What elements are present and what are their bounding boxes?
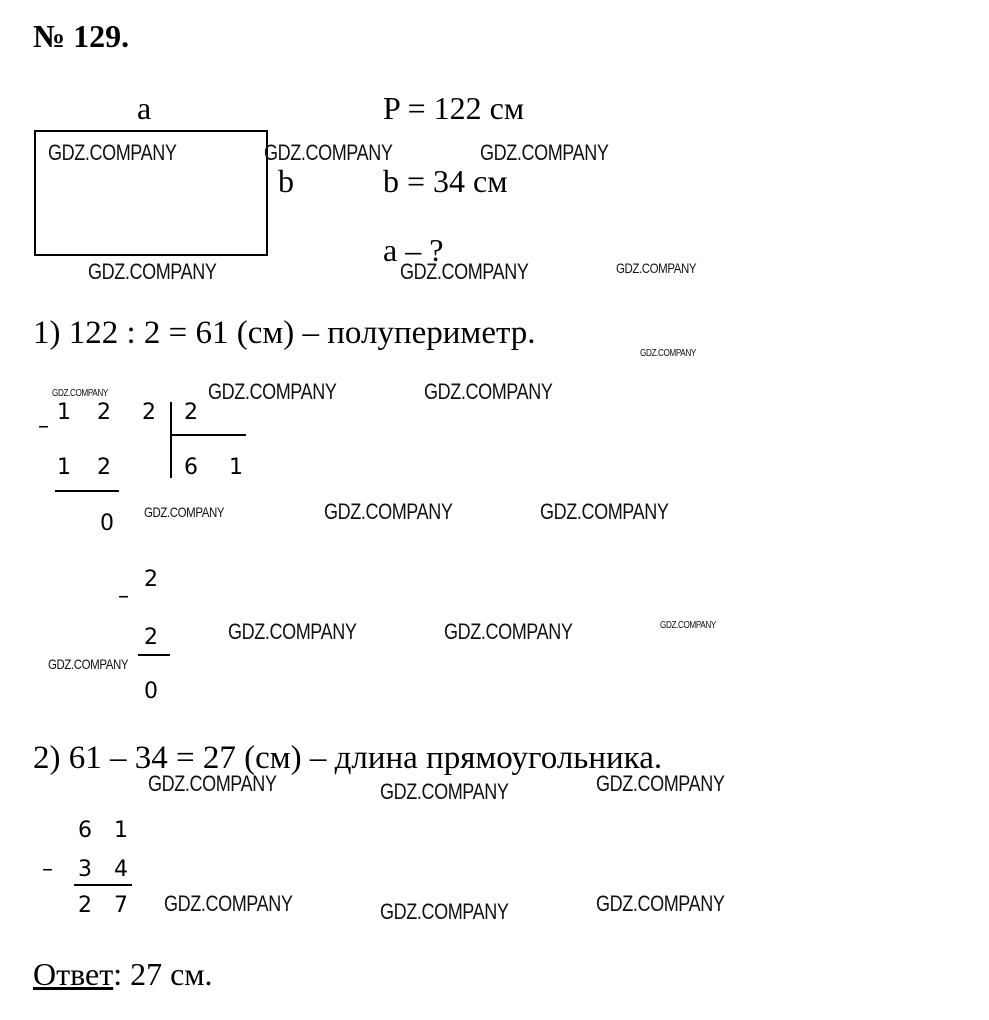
side-b-label: b xyxy=(278,163,294,199)
answer xyxy=(33,956,213,993)
given-side-b: b = 34 см xyxy=(383,163,508,199)
watermark: GDZ.COMPANY xyxy=(144,504,225,520)
subtrahend-digit-1: 3 xyxy=(78,857,92,882)
watermark: GDZ.COMPANY xyxy=(640,348,696,359)
subtract-digit-1: 1 xyxy=(57,455,71,480)
watermark: GDZ.COMPANY xyxy=(52,388,108,399)
watermark: GDZ.COMPANY xyxy=(596,771,725,796)
watermark: GDZ.COMPANY xyxy=(480,140,609,165)
remainder-2: 0 xyxy=(144,679,158,704)
minus-sign-1: – xyxy=(38,414,49,439)
answer-label: Ответ xyxy=(33,956,114,992)
step-2-text: 2) 61 – 34 = 27 (см) – длина прямоугольника. xyxy=(33,740,663,776)
watermark: GDZ.COMPANY xyxy=(444,619,573,644)
subtrahend-digit-2: 4 xyxy=(114,857,128,882)
dividend-digit-3: 2 xyxy=(142,400,156,425)
watermark: GDZ.COMPANY xyxy=(48,140,177,165)
subtract-line-1 xyxy=(55,490,119,492)
bring-down-digit: 2 xyxy=(144,567,158,592)
minus-sign-2: – xyxy=(118,584,129,609)
dividend-digit-1: 1 xyxy=(57,400,71,425)
division-vertical-bar xyxy=(170,402,172,478)
watermark: GDZ.COMPANY xyxy=(424,379,553,404)
step-1-text: 1) 122 : 2 = 61 (см) – полупериметр. xyxy=(33,315,536,351)
result-digit-2: 7 xyxy=(114,893,128,918)
subtract-digit-3: 2 xyxy=(144,625,158,650)
watermark: GDZ.COMPANY xyxy=(660,620,716,631)
minus-sign-3: – xyxy=(42,857,53,882)
watermark: GDZ.COMPANY xyxy=(596,891,725,916)
watermark: GDZ.COMPANY xyxy=(148,771,277,796)
question: a – ? xyxy=(383,232,444,268)
dividend-digit-2: 2 xyxy=(97,400,111,425)
watermark: GDZ.COMPANY xyxy=(88,259,217,284)
subtract-digit-2: 2 xyxy=(97,455,111,480)
watermark: GDZ.COMPANY xyxy=(616,260,697,276)
given-perimeter: P = 122 см xyxy=(383,90,525,126)
task-number: № 129. xyxy=(33,18,130,54)
subtraction-line xyxy=(74,884,132,886)
watermark: GDZ.COMPANY xyxy=(208,379,337,404)
divisor: 2 xyxy=(184,400,198,425)
watermark: GDZ.COMPANY xyxy=(48,656,129,672)
watermark: GDZ.COMPANY xyxy=(164,891,293,916)
divisor-underline xyxy=(170,434,246,436)
answer-value: : 27 см. xyxy=(113,956,213,992)
quotient-digit-1: 6 xyxy=(184,455,198,480)
watermark: GDZ.COMPANY xyxy=(380,899,509,924)
watermark: GDZ.COMPANY xyxy=(264,140,393,165)
watermark: GDZ.COMPANY xyxy=(400,259,529,284)
side-a-label: a xyxy=(137,90,152,126)
watermark: GDZ.COMPANY xyxy=(540,499,669,524)
remainder-1: 0 xyxy=(100,511,114,536)
watermark: GDZ.COMPANY xyxy=(380,779,509,804)
minuend-digit-2: 1 xyxy=(114,818,128,843)
subtract-line-2 xyxy=(138,654,170,656)
watermark: GDZ.COMPANY xyxy=(324,499,453,524)
result-digit-1: 2 xyxy=(78,893,92,918)
watermark: GDZ.COMPANY xyxy=(228,619,357,644)
minuend-digit-1: 6 xyxy=(78,818,92,843)
quotient-digit-2: 1 xyxy=(229,455,243,480)
